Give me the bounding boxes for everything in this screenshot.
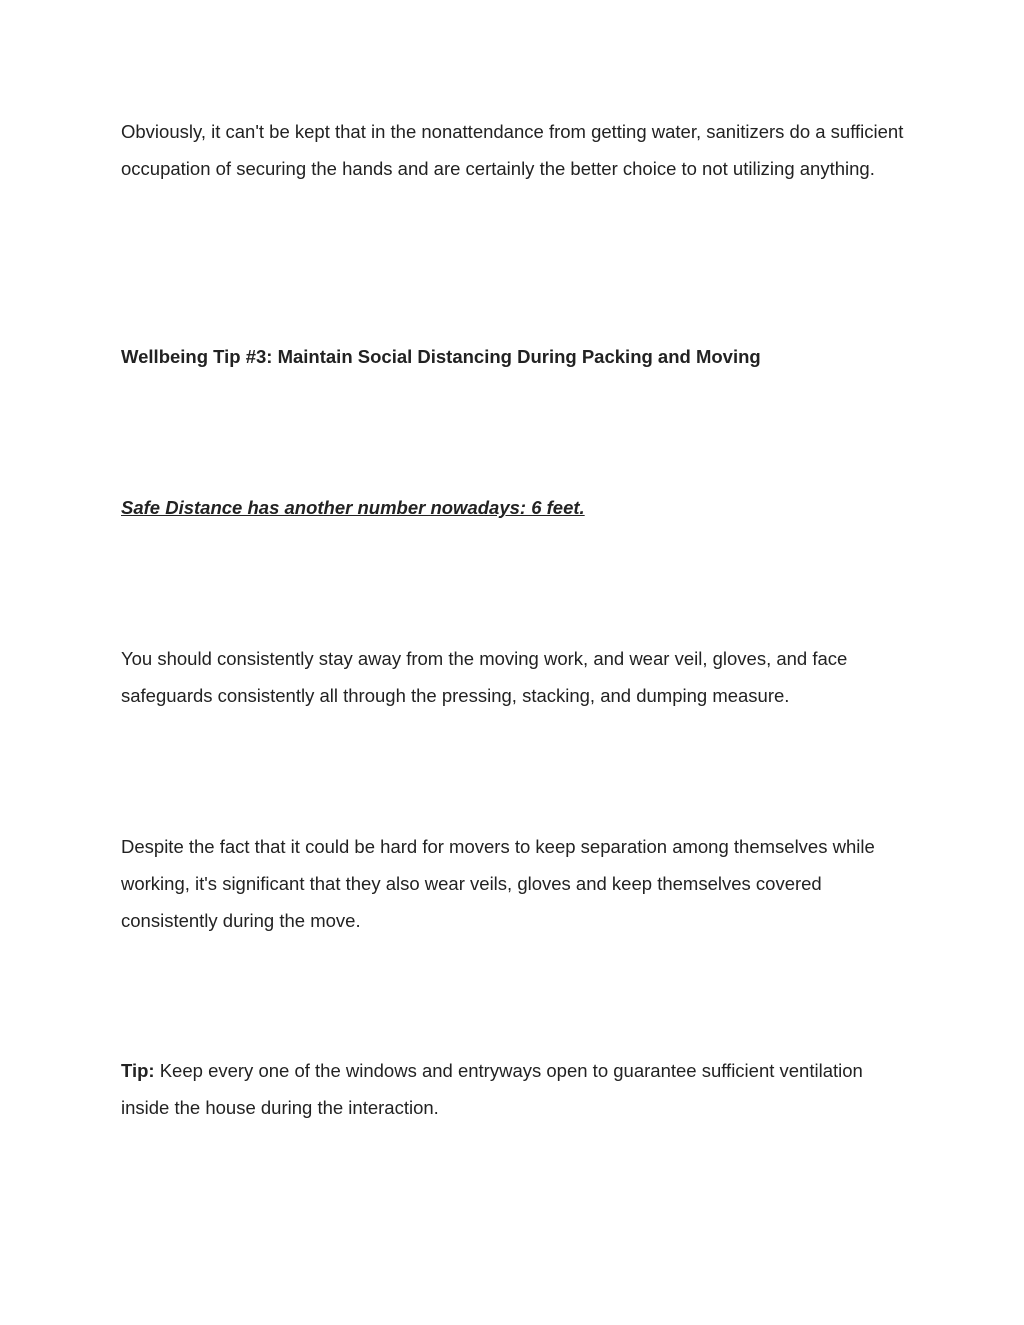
safe-distance-note: Safe Distance has another number nowadays: 6 feet. <box>121 497 585 518</box>
paragraph-stay-away: You should consistently stay away from the moving work, and wear veil, gloves, and face safeguards consistently all through the pressing, stacking, and dumping measure. <box>121 648 848 706</box>
tip-label: Tip: <box>121 1060 155 1081</box>
tip-text: Keep every one of the windows and entryways open to guarantee sufficient ventilation inside the house during the interaction. <box>121 1060 863 1118</box>
paragraph-sanitizers: Obviously, it can't be kept that in the nonattendance from getting water, sanitizers do a sufficient occupation of securing the hands and are certainly the better choice to not utilizing anything. <box>121 121 904 179</box>
safe-distance-note-container <box>121 489 911 526</box>
paragraph-movers-separation: Despite the fact that it could be hard for movers to keep separation among themselves while working, it's significant that they also wear veils, gloves and keep themselves covered consistently during the move. <box>121 836 875 931</box>
heading-tip-3: Wellbeing Tip #3: Maintain Social Distancing During Packing and Moving <box>121 346 761 367</box>
tip-paragraph <box>121 1052 911 1126</box>
